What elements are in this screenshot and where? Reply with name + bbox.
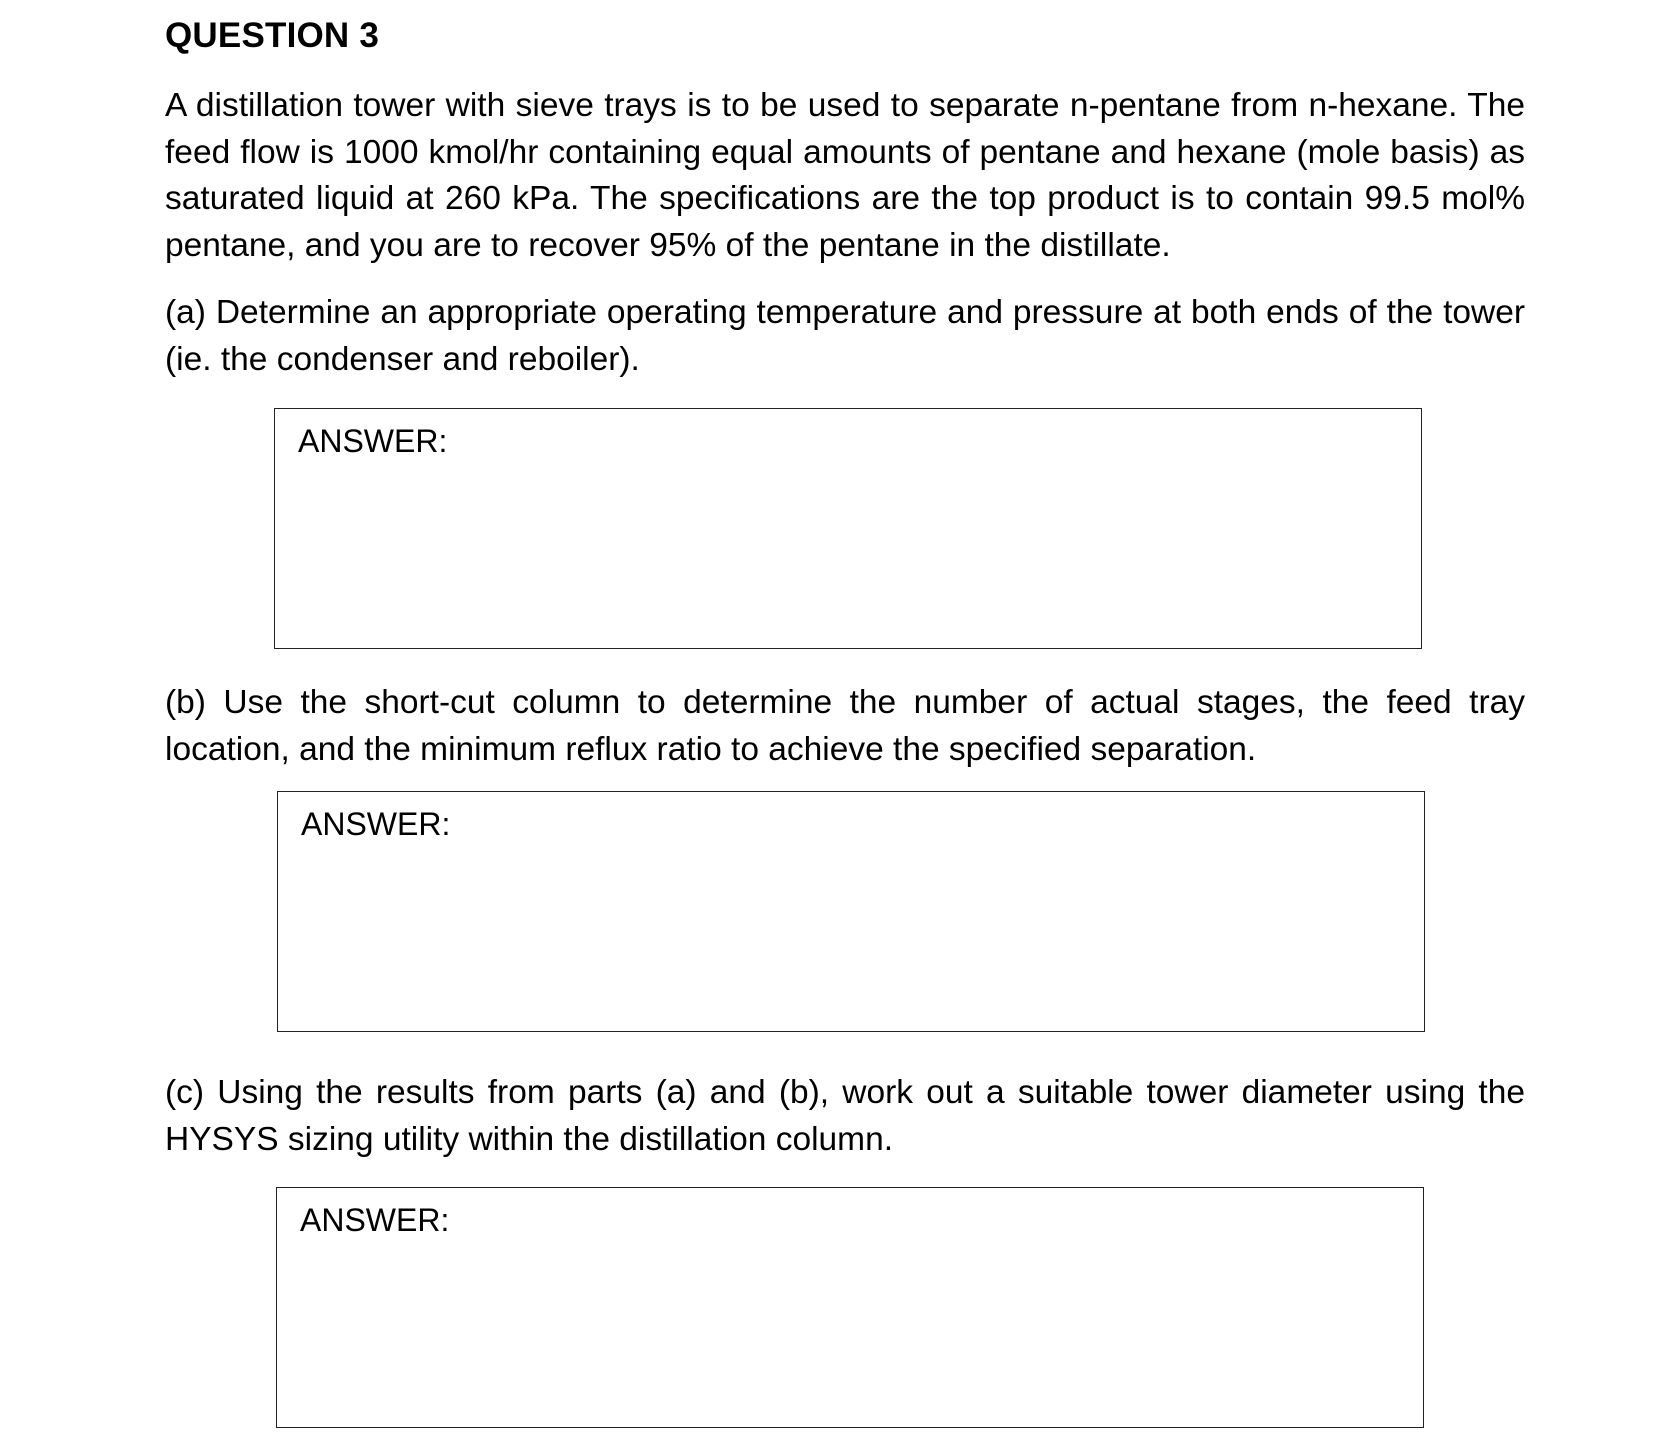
part-b-text: (b) Use the short-cut column to determine the number of actual stages, the feed tray location, and the minimum reflux ratio to achieve the specified separation.: [165, 684, 1525, 768]
part-a-text: (a) Determine an appropriate operating temperature and pressure at both ends of the tower (ie. the condenser and reboiler).: [165, 294, 1525, 378]
answer-box-b[interactable]: [277, 791, 1425, 1032]
answer-label-a: ANSWER:: [298, 423, 448, 459]
question-heading: QUESTION 3: [165, 16, 379, 55]
answer-label-c: ANSWER:: [300, 1202, 450, 1238]
part-c-text: (c) Using the results from parts (a) and (b), work out a suitable tower diameter using the HYSYS sizing utility within the distillation column.: [165, 1074, 1525, 1158]
answer-label-b: ANSWER:: [301, 806, 451, 842]
question-intro: A distillation tower with sieve trays is to be used to separate n-pentane from n-hexane. The feed flow is 1000 kmol/hr containing equal amounts of pentane and hexane (mole basis) as saturated liquid at 260 kPa. The specifications are the top product is to contain 99.5 mol% pentane, and you are to recover 95% of the pentane in the distillate.: [165, 87, 1525, 264]
answer-box-a[interactable]: [274, 408, 1422, 649]
answer-box-c[interactable]: [276, 1187, 1424, 1428]
